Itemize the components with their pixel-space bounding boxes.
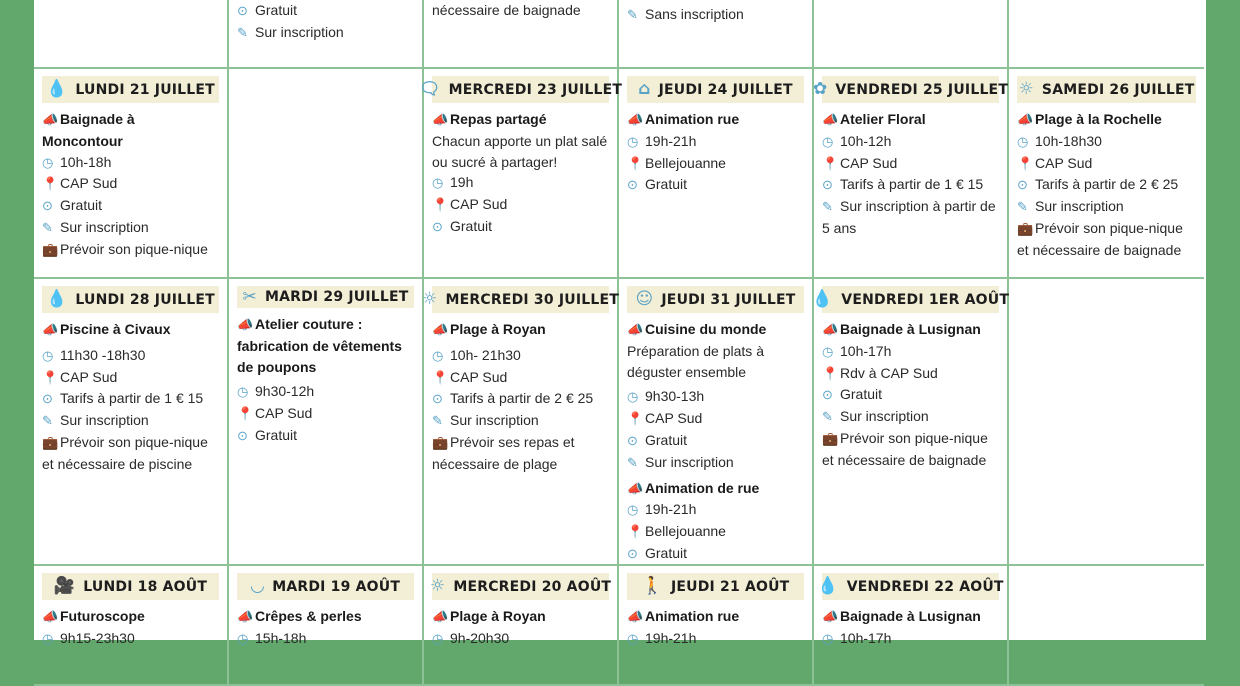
bag-line: 💼 Prévoir ses repas et nécessaire de plage (432, 433, 575, 472)
sun-icon: ☼ (429, 576, 446, 596)
description-line: nécessaire de baignade (432, 2, 581, 18)
location-pin-icon: 📍 (42, 176, 59, 192)
clock-icon: ◷ (432, 175, 444, 191)
registration-line: ✎ Sans inscription (627, 4, 804, 26)
price-line: ⊙ Tarifs à partir de 2 € 25 (432, 388, 609, 410)
event-title: 📣 Cuisine du monde (627, 319, 804, 341)
clock-icon: ◷ (1017, 133, 1029, 149)
location-pin-icon: 📍 (822, 365, 839, 381)
briefcase-icon: 💼 (42, 434, 59, 450)
calendar-cell (814, 0, 1009, 69)
price-line: ⊙ Gratuit (42, 195, 219, 217)
location-pin-icon: 📍 (1017, 155, 1034, 171)
pencil-icon: ✎ (627, 454, 638, 470)
arrow-circle-icon: ⊙ (432, 391, 443, 407)
event-title: 📣 Animation de rue (627, 478, 804, 500)
arrow-circle-icon: ⊙ (237, 427, 248, 443)
megaphone-icon: 📣 (627, 322, 644, 337)
place-line: 📍 Rdv à CAP Sud (822, 363, 999, 385)
day-header: ✿ VENDREDI 25 JUILLET (822, 76, 999, 103)
place-line: 📍 CAP Sud (237, 403, 414, 425)
arrow-circle-icon: ⊙ (237, 3, 248, 18)
day-header: ◡ MARDI 19 AOÛT (237, 573, 414, 600)
time-line: ◷ 9h-20h30 (432, 628, 609, 650)
event-title: 📣 Plage à Royan (432, 319, 609, 341)
megaphone-icon: 📣 (627, 609, 644, 624)
arrow-circle-icon: ⊙ (1017, 177, 1028, 193)
event-title: 📣 Repas partagé (432, 109, 609, 131)
registration-line: ✎ Sur inscription (627, 452, 804, 474)
clock-icon: ◷ (432, 347, 444, 363)
calendar-row-week-1 (34, 69, 1206, 279)
megaphone-icon: 📣 (432, 609, 449, 624)
price-line: ⊙ Gratuit (627, 430, 804, 452)
event-title: 📣 Piscine à Civaux (42, 319, 219, 341)
time-line: ◷ 19h-21h (627, 131, 804, 153)
calendar-row-week-3 (34, 566, 1206, 686)
day-header: 💧 VENDREDI 22 AOÛT (822, 573, 999, 600)
price-line: ⊙ Gratuit (627, 543, 804, 565)
megaphone-icon: 📣 (432, 112, 449, 127)
house-icon: ⌂ (638, 79, 651, 99)
megaphone-icon: 📣 (822, 609, 839, 624)
megaphone-icon: 📣 (237, 609, 254, 624)
bag-line: 💼 Prévoir son pique-nique et nécessaire de baignade (1017, 219, 1183, 258)
time-line: ◷ 9h30-12h (237, 381, 414, 403)
day-header: ✂ MARDI 29 JUILLET (237, 286, 414, 308)
location-pin-icon: 📍 (822, 155, 839, 171)
calendar-cell (424, 0, 619, 69)
registration-line: ✎ Sur inscription (237, 22, 414, 44)
day-header: ☼ MERCREDI 30 JUILLET (432, 286, 609, 313)
price-line: ⊙ Tarifs à partir de 2 € 25 (1017, 174, 1196, 196)
time-line: ◷ 9h15-23h30 (42, 628, 219, 650)
megaphone-icon: 📣 (42, 322, 59, 337)
clock-icon: ◷ (627, 389, 639, 405)
location-pin-icon: 📍 (627, 155, 644, 171)
calendar-cell (424, 566, 619, 686)
briefcase-icon: 💼 (432, 434, 449, 450)
camera-icon: 🎥 (53, 576, 76, 596)
event-title: 📣 Plage à Royan (432, 606, 609, 628)
day-header: 🚶 JEUDI 21 AOÛT (627, 573, 804, 600)
clock-icon: ◷ (822, 133, 834, 149)
megaphone-icon: 📣 (627, 112, 644, 127)
price-line: ⊙ Tarifs à partir de 1 € 15 (822, 174, 999, 196)
place-line: 📍 CAP Sud (627, 408, 804, 430)
location-pin-icon: 📍 (627, 411, 644, 427)
calendar-row-week-2 (34, 279, 1206, 566)
calendar-cell (1009, 0, 1204, 69)
location-pin-icon: 📍 (627, 524, 644, 540)
arrow-circle-icon: ⊙ (822, 177, 833, 193)
location-pin-icon: 📍 (432, 369, 449, 385)
sun-icon: ☼ (1018, 79, 1034, 99)
registration-line: ✎ Sur inscription (42, 217, 219, 239)
calendar-cell (619, 279, 814, 566)
place-line: 📍 CAP Sud (1017, 153, 1196, 175)
bag-line: 💼 Prévoir son pique-nique (42, 239, 219, 261)
time-line: ◷ 15h-18h (237, 628, 414, 650)
time-line: ◷ 19h (432, 172, 609, 194)
clock-icon: ◷ (627, 133, 639, 149)
price-line: ⊙ Gratuit (627, 174, 804, 196)
pencil-icon: ✎ (432, 413, 443, 429)
place-line: 📍 Bellejouanne (627, 521, 804, 543)
location-pin-icon: 📍 (432, 197, 449, 213)
calendar-cell (34, 0, 229, 69)
calendar-cell (811, 279, 1010, 566)
calendar-cell (418, 69, 623, 279)
smiley-icon: ☺ (635, 289, 654, 309)
calendar-cell (229, 0, 424, 69)
event-title: 📣 Futuroscope (42, 606, 219, 628)
calendar-cell-empty (1009, 566, 1204, 686)
registration-line: ✎ Sur inscription (822, 406, 999, 428)
clock-icon: ◷ (432, 630, 444, 646)
bag-line: 💼 Prévoir son pique-nique et nécessaire de baignade (822, 429, 988, 468)
clock-icon: ◷ (42, 630, 54, 646)
calendar-cell (619, 69, 814, 279)
megaphone-icon: 📣 (237, 317, 254, 332)
briefcase-icon: 💼 (1017, 220, 1034, 236)
place-line: 📍 CAP Sud (822, 153, 999, 175)
location-pin-icon: 📍 (237, 406, 254, 422)
megaphone-icon: 📣 (1017, 112, 1034, 127)
clock-icon: ◷ (822, 630, 834, 646)
time-line: ◷ 19h-21h (627, 628, 804, 650)
price-line: ⊙ Gratuit (237, 425, 414, 447)
megaphone-icon: 📣 (42, 112, 59, 127)
calendar-cell (229, 566, 424, 686)
day-header: ⌂ JEUDI 24 JUILLET (627, 76, 804, 103)
price-line: ⊙ Gratuit (432, 216, 609, 238)
event-title: 📣 Atelier Floral (822, 109, 999, 131)
event-title: 📣 Crêpes & perles (237, 606, 414, 628)
pencil-icon: ✎ (1017, 199, 1028, 215)
pencil-icon: ✎ (627, 7, 638, 22)
calendar-cell (229, 279, 424, 566)
pencil-icon: ✎ (42, 219, 53, 235)
megaphone-icon: 📣 (822, 322, 839, 337)
time-line: ◷ 10h-17h (822, 628, 999, 650)
event-title: 📣 Animation rue (627, 606, 804, 628)
arrow-circle-icon: ⊙ (42, 391, 53, 407)
smile-icon: ◡ (250, 576, 265, 596)
calendar-row-top (34, 0, 1206, 69)
price-line: ⊙ Gratuit (822, 384, 999, 406)
pencil-icon: ✎ (822, 199, 833, 215)
registration-line: ✎ Sur inscription à partir de 5 ans (822, 198, 996, 236)
day-header: 🎥 LUNDI 18 AOÛT (42, 573, 219, 600)
day-header: 🗨 MERCREDI 23 JUILLET (432, 76, 609, 103)
day-header: 💧 LUNDI 28 JUILLET (42, 286, 219, 313)
event-title: 📣 Baignade à Lusignan (822, 319, 999, 341)
event-title: 📣 Atelier couture : fabrication de vêtements de poupons (237, 316, 402, 375)
arrow-circle-icon: ⊙ (627, 545, 638, 561)
clock-icon: ◷ (237, 630, 249, 646)
time-line: ◷ 19h-21h (627, 499, 804, 521)
price-line: ⊙ Tarifs à partir de 1 € 15 (42, 388, 219, 410)
person-icon: 🚶 (641, 576, 663, 596)
bag-line: 💼 Prévoir son pique-nique et nécessaire de piscine (42, 433, 208, 472)
calendar-cell (424, 279, 619, 566)
event-title: 📣 Animation rue (627, 109, 804, 131)
speech-bubble-icon: 🗨 (418, 79, 441, 99)
place-line: 📍 CAP Sud (42, 173, 219, 195)
clock-icon: ◷ (627, 502, 639, 518)
calendar-sheet (34, 0, 1206, 646)
event-description: Chacun apporte un plat salé ou sucré à partager! (432, 132, 608, 170)
drop-icon: 💧 (46, 289, 68, 309)
calendar-cell (34, 69, 229, 279)
flower-icon: ✿ (812, 79, 828, 99)
registration-line: ✎ Sur inscription (432, 410, 609, 432)
calendar-cell (619, 566, 814, 686)
registration-line: ✎ Sur inscription (42, 410, 219, 432)
place-line: 📍 CAP Sud (42, 367, 219, 389)
calendar-cell (619, 0, 814, 69)
day-header: 💧 VENDREDI 1ER AOÛT (822, 286, 999, 313)
calendar-cell (1009, 69, 1204, 279)
briefcase-icon: 💼 (822, 430, 839, 446)
place-line: 📍 CAP Sud (432, 367, 609, 389)
day-header: 💧 LUNDI 21 JUILLET (42, 76, 219, 103)
calendar-cell-empty (1009, 279, 1204, 566)
price-line: ⊙ Gratuit (237, 0, 414, 22)
drop-icon: 💧 (811, 289, 834, 309)
arrow-circle-icon: ⊙ (432, 218, 443, 234)
megaphone-icon: 📣 (432, 322, 449, 337)
arrow-circle-icon: ⊙ (627, 177, 638, 193)
clock-icon: ◷ (42, 154, 54, 170)
drop-icon: 💧 (817, 576, 839, 596)
event-title: 📣 Baignade à Lusignan (822, 606, 999, 628)
calendar-cell (34, 566, 229, 686)
day-header: ☺ JEUDI 31 JUILLET (627, 286, 804, 313)
pencil-icon: ✎ (42, 413, 53, 429)
time-line: ◷ 10h-12h (822, 131, 999, 153)
calendar-cell (34, 279, 229, 566)
time-line: ◷ 10h-17h (822, 341, 999, 363)
day-header: ☼ SAMEDI 26 JUILLET (1017, 76, 1196, 103)
location-pin-icon: 📍 (42, 369, 59, 385)
time-line: ◷ 9h30-13h (627, 386, 804, 408)
day-header: ☼ MERCREDI 20 AOÛT (432, 573, 609, 600)
place-line: 📍 Bellejouanne (627, 153, 804, 175)
clock-icon: ◷ (237, 384, 249, 400)
clock-icon: ◷ (42, 347, 54, 363)
arrow-circle-icon: ⊙ (627, 432, 638, 448)
place-line: 📍 CAP Sud (432, 194, 609, 216)
drop-icon: 💧 (46, 79, 68, 99)
event-title: 📣 Baignade à Moncontour (42, 111, 135, 149)
registration-line: ✎ Sur inscription (1017, 196, 1196, 218)
calendar-cell (814, 566, 1009, 686)
megaphone-icon: 📣 (822, 112, 839, 127)
clock-icon: ◷ (822, 343, 834, 359)
scissors-icon: ✂ (242, 286, 257, 307)
pencil-icon: ✎ (237, 24, 248, 40)
time-line: ◷ 10h-18h (42, 152, 219, 174)
arrow-circle-icon: ⊙ (822, 387, 833, 403)
arrow-circle-icon: ⊙ (42, 198, 53, 214)
pencil-icon: ✎ (822, 409, 833, 425)
calendar-cell-empty (229, 69, 424, 279)
briefcase-icon: 💼 (42, 241, 59, 257)
event-title: 📣 Plage à la Rochelle (1017, 109, 1196, 131)
sun-icon: ☼ (422, 289, 438, 309)
time-line: ◷ 10h- 21h30 (432, 345, 609, 367)
megaphone-icon: 📣 (627, 480, 644, 496)
time-line: ◷ 11h30 -18h30 (42, 345, 219, 367)
clock-icon: ◷ (627, 630, 639, 646)
time-line: ◷ 10h-18h30 (1017, 131, 1196, 153)
megaphone-icon: 📣 (42, 609, 59, 624)
calendar-cell (814, 69, 1009, 279)
event-description: Préparation de plats à déguster ensemble (627, 342, 764, 380)
